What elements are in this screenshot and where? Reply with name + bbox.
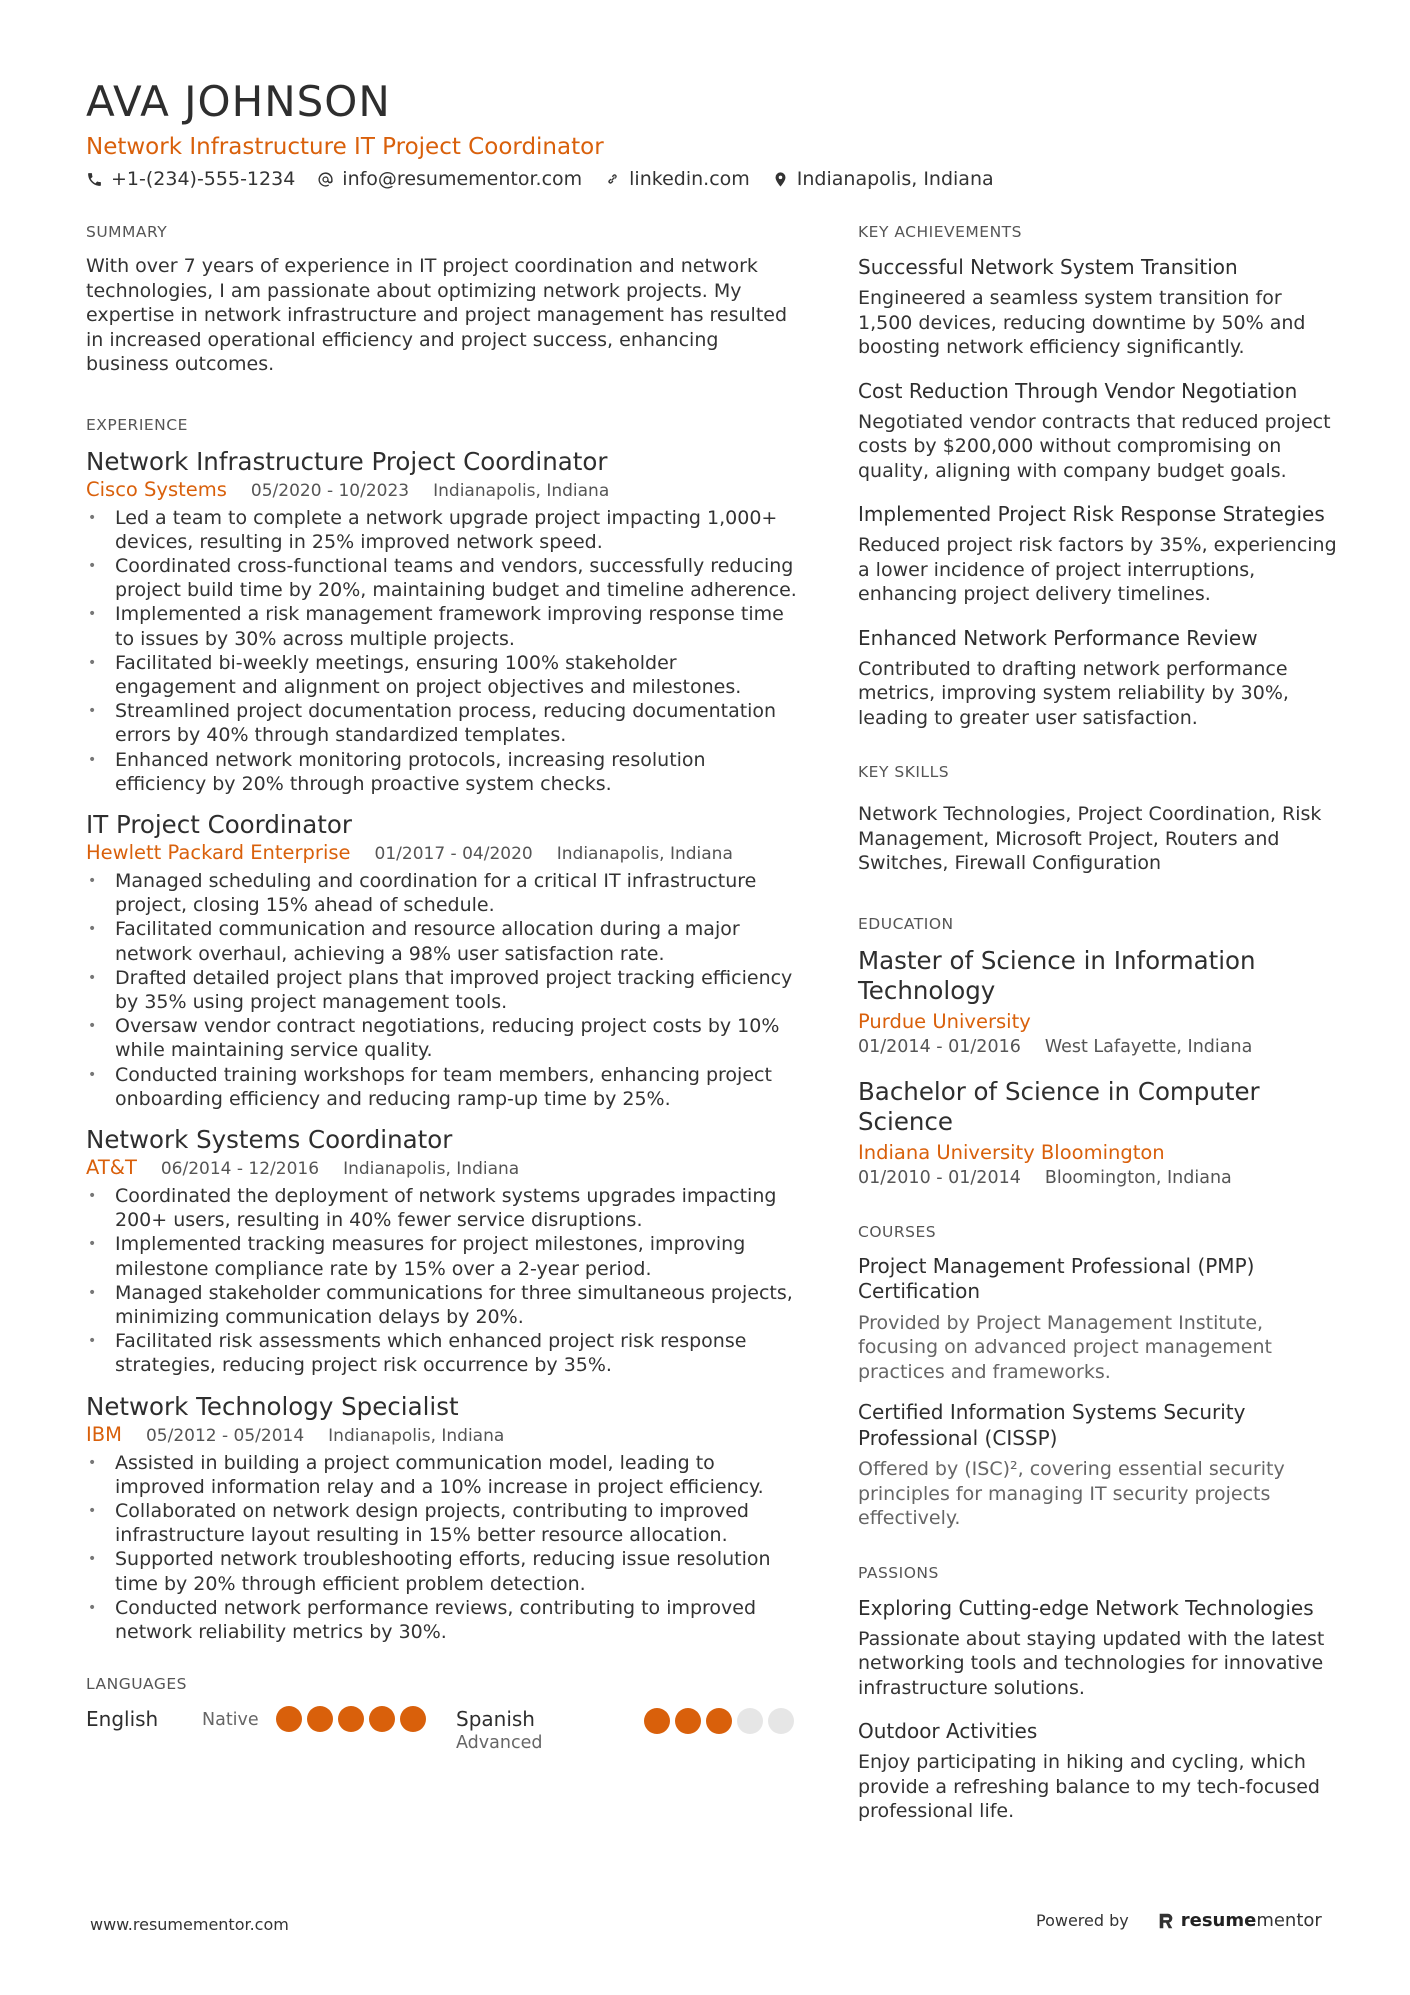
achievement-title: Enhanced Network Performance Review — [858, 625, 1258, 650]
passion-item — [858, 1718, 1338, 1824]
rating-dot-filled — [675, 1708, 701, 1734]
languages-heading: LANGUAGES — [86, 1675, 188, 1694]
course-item — [858, 1254, 1338, 1385]
summary-heading: SUMMARY — [86, 223, 168, 241]
location-pin-icon — [772, 171, 789, 188]
job-dates: 01/2017 - 04/2020 — [374, 843, 533, 864]
achievement-text: Contributed to drafting network performance metrics, improving system reliability by 30%, leading to greater user satisfaction. — [858, 657, 1289, 729]
skills-section — [858, 762, 1338, 876]
contact-email[interactable] — [317, 166, 582, 192]
rating-dot-filled — [369, 1706, 395, 1732]
passion-title: Outdoor Activities — [858, 1719, 1038, 1743]
phone-text: +1-(234)-555-1234 — [111, 168, 296, 190]
job-meta — [86, 477, 802, 504]
job-title: Network Infrastructure Project Coordinator — [86, 446, 608, 476]
rating-dot-filled — [400, 1706, 426, 1732]
achievement-text: Engineered a seamless system transition for 1,500 devices, reducing downtime by 50% and boosting network efficiency significantly. — [858, 287, 1306, 358]
job-entry — [86, 1392, 802, 1645]
footer-website[interactable]: www.resumementor.com — [90, 1915, 289, 1934]
education-location: West Lafayette, Indiana — [1044, 1036, 1253, 1057]
right-column — [858, 222, 1338, 1862]
brand-logo[interactable] — [1157, 1910, 1322, 1931]
location-text: Indianapolis, Indiana — [796, 168, 994, 190]
education-location: Bloomington, Indiana — [1044, 1167, 1232, 1188]
language-rating — [644, 1708, 794, 1754]
education-heading: EDUCATION — [858, 914, 954, 933]
course-text: Provided by Project Management Institute, focusing on advanced project management practices and frameworks. — [858, 1311, 1272, 1383]
job-meta — [86, 840, 802, 867]
education-section — [858, 914, 1338, 1190]
contact-phone — [86, 166, 295, 192]
course-item — [858, 1400, 1338, 1531]
course-text: Offered by (ISC)², covering essential security principles for managing IT security projects effectively. — [858, 1458, 1285, 1529]
language-item — [86, 1706, 456, 1732]
job-bullets — [86, 1451, 802, 1645]
skills-text: Network Technologies, Project Coordination, Risk Management, Microsoft Project, Routers and Switches, Firewall Configuration — [858, 803, 1322, 874]
achievement-item — [858, 625, 1338, 731]
achievement-title: Cost Reduction Through Vendor Negotiation — [858, 378, 1298, 403]
passion-item — [858, 1595, 1338, 1701]
job-location: Indianapolis, Indiana — [328, 1425, 505, 1446]
job-entry — [86, 1125, 802, 1378]
education-meta — [858, 1035, 1338, 1059]
education-degree: Bachelor of Science in Computer Science — [858, 1076, 1260, 1136]
job-bullet: • Assisted in building a project communication model, leading to improved information relay and a 10% increase in project efficiency. — [86, 1451, 802, 1499]
passions-section — [858, 1563, 1338, 1824]
brand-name-rest: mentor — [1256, 1910, 1322, 1931]
job-location: Indianapolis, Indiana — [556, 843, 733, 864]
achievement-title: Successful Network System Transition — [858, 255, 1238, 279]
brand-name-bold: resume — [1180, 1910, 1257, 1931]
course-title: Project Management Professional (PMP) Certification — [858, 1253, 1255, 1303]
achievements-heading: KEY ACHIEVEMENTS — [858, 223, 1022, 241]
job-dates: 05/2012 - 05/2014 — [145, 1425, 305, 1446]
education-dates: 01/2014 - 01/2016 — [858, 1036, 1021, 1057]
job-bullets — [86, 1184, 802, 1378]
job-entry — [86, 810, 802, 1111]
resume-header — [86, 76, 1326, 192]
job-bullet: • Drafted detailed project plans that improved project tracking efficiency by 35% using project management tools. — [86, 966, 802, 1014]
footer-powered-by — [1036, 1910, 1322, 1931]
rating-dot-filled — [706, 1708, 732, 1734]
job-bullet: • Supported network troubleshooting efforts, reducing issue resolution time by 20% through efficient problem detection. — [86, 1547, 802, 1595]
rating-dot-filled — [644, 1708, 670, 1734]
education-item — [858, 946, 1338, 1059]
job-bullet: • Implemented tracking measures for project milestones, improving milestone compliance rate by 15% over a 2-year period. — [86, 1232, 802, 1280]
education-school: Purdue University — [858, 1009, 1031, 1033]
candidate-role: Network Infrastructure IT Project Coordinator — [86, 134, 604, 160]
job-company: IBM — [86, 1422, 122, 1446]
achievement-item — [858, 378, 1338, 484]
education-school: Indiana University Bloomington — [858, 1140, 1165, 1164]
link-icon — [604, 171, 621, 188]
achievement-text: Reduced project risk factors by 35%, experiencing a lower incidence of project interruptions, enhancing project delivery timelines. — [858, 534, 1337, 605]
job-bullets — [86, 869, 802, 1111]
achievement-title: Implemented Project Risk Response Strategies — [858, 502, 1325, 526]
job-bullet: • Implemented a risk management framework improving response time to issues by 30% across multiple projects. — [86, 602, 802, 650]
contact-location — [772, 166, 994, 192]
education-item — [858, 1077, 1338, 1190]
job-dates: 06/2014 - 12/2016 — [160, 1158, 320, 1179]
job-bullets — [86, 506, 802, 796]
passions-heading: PASSIONS — [858, 1563, 939, 1582]
languages-section — [86, 1674, 802, 1754]
achievement-text: Negotiated vendor contracts that reduced project costs by $200,000 without compromising on quality, aligning with company budget goals. — [858, 410, 1331, 482]
courses-section — [858, 1222, 1338, 1531]
powered-by-text: Powered by — [1036, 1911, 1129, 1930]
job-company: Hewlett Packard Enterprise — [86, 840, 351, 864]
experience-heading: EXPERIENCE — [86, 415, 188, 434]
rating-dot-filled — [307, 1706, 333, 1732]
job-bullet: • Conducted training workshops for team members, enhancing project onboarding efficiency and reducing ramp-up time by 25%. — [86, 1063, 802, 1111]
summary-section — [86, 222, 802, 377]
language-rating — [276, 1706, 426, 1732]
education-meta — [858, 1166, 1338, 1190]
language-label — [456, 1706, 644, 1754]
job-title: IT Project Coordinator — [86, 809, 352, 839]
brand-mark-icon — [1157, 1912, 1175, 1930]
left-column — [86, 222, 802, 1792]
rating-dot-filled — [276, 1706, 302, 1732]
language-name: Spanish — [456, 1707, 535, 1732]
job-bullet: • Facilitated communication and resource allocation during a major network overhaul, achieving a 98% user satisfaction rate. — [86, 917, 802, 965]
phone-icon — [86, 171, 103, 188]
job-bullet: • Facilitated risk assessments which enhanced project risk response strategies, reducing project risk occurrence by 35%. — [86, 1329, 802, 1377]
rating-dot-filled — [338, 1706, 364, 1732]
passion-title: Exploring Cutting-edge Network Technologies — [858, 1595, 1314, 1620]
job-bullet: • Coordinated cross-functional teams and vendors, successfully reducing project build time by 20%, maintaining budget and timeline adherence. — [86, 554, 802, 602]
job-title: Network Systems Coordinator — [86, 1124, 453, 1154]
summary-text: With over 7 years of experience in IT project coordination and network technologies, I am passionate about optimizing network projects. My expertise in network infrastructure and project management has resulted in increased operational efficiency and project success, enhancing business outcomes. — [86, 255, 788, 375]
candidate-name: AVA JOHNSON — [86, 77, 391, 126]
language-item — [456, 1706, 802, 1754]
rating-dot-empty — [768, 1708, 794, 1734]
job-bullet: • Oversaw vendor contract negotiations, reducing project costs by 10% while maintaining service quality. — [86, 1014, 802, 1062]
job-meta — [86, 1422, 802, 1449]
job-bullet: • Led a team to complete a network upgrade project impacting 1,000+ devices, resulting in 25% improved network speed. — [86, 506, 802, 554]
job-bullet: • Facilitated bi-weekly meetings, ensuring 100% stakeholder engagement and alignment on project objectives and milestones. — [86, 651, 802, 699]
job-company: AT&T — [86, 1155, 137, 1179]
job-bullet: • Coordinated the deployment of network systems upgrades impacting 200+ users, resulting in 40% fewer service disruptions. — [86, 1184, 802, 1232]
achievement-item — [858, 501, 1338, 607]
job-entry — [86, 447, 802, 796]
language-level: Advanced — [456, 1733, 543, 1754]
passion-text: Enjoy participating in hiking and cycling, which provide a refreshing balance to my tech-focused professional life. — [858, 1751, 1320, 1822]
job-bullet: • Streamlined project documentation process, reducing documentation errors by 40% through standardized templates. — [86, 699, 802, 747]
achievements-section — [858, 222, 1338, 730]
language-level: Native — [202, 1710, 259, 1731]
job-bullet: • Conducted network performance reviews, contributing to improved network reliability metrics by 30%. — [86, 1596, 802, 1644]
linkedin-text: linkedin.com — [629, 168, 750, 190]
job-location: Indianapolis, Indiana — [433, 480, 610, 501]
contact-linkedin[interactable] — [604, 166, 750, 192]
passion-text: Passionate about staying updated with the latest networking tools and technologies for innovative infrastructure solutions. — [858, 1627, 1325, 1699]
job-location: Indianapolis, Indiana — [343, 1158, 520, 1179]
language-name: English — [86, 1707, 159, 1732]
contact-bar — [86, 166, 1326, 192]
courses-heading: COURSES — [858, 1222, 937, 1241]
achievement-item — [858, 254, 1338, 360]
languages-row — [86, 1706, 802, 1754]
education-dates: 01/2010 - 01/2014 — [858, 1167, 1021, 1188]
experience-section — [86, 415, 802, 1645]
job-bullet: • Collaborated on network design projects, contributing to improved infrastructure layout resulting in 15% better resource allocation. — [86, 1499, 802, 1547]
rating-dot-empty — [737, 1708, 763, 1734]
job-company: Cisco Systems — [86, 477, 227, 501]
job-bullet: • Managed scheduling and coordination for a critical IT infrastructure project, closing 15% ahead of schedule. — [86, 869, 802, 917]
job-meta — [86, 1155, 802, 1182]
job-bullet: • Managed stakeholder communications for three simultaneous projects, minimizing communication delays by 20%. — [86, 1281, 802, 1329]
job-title: Network Technology Specialist — [86, 1391, 459, 1421]
course-title: Certified Information Systems Security Professional (CISSP) — [858, 1400, 1246, 1450]
email-text: info@resumementor.com — [342, 168, 583, 190]
education-degree: Master of Science in Information Technology — [858, 945, 1256, 1005]
at-icon — [317, 171, 334, 188]
skills-heading: KEY SKILLS — [858, 763, 950, 781]
job-dates: 05/2020 - 10/2023 — [250, 480, 410, 501]
job-bullet: • Enhanced network monitoring protocols, increasing resolution efficiency by 20% through proactive system checks. — [86, 748, 802, 796]
